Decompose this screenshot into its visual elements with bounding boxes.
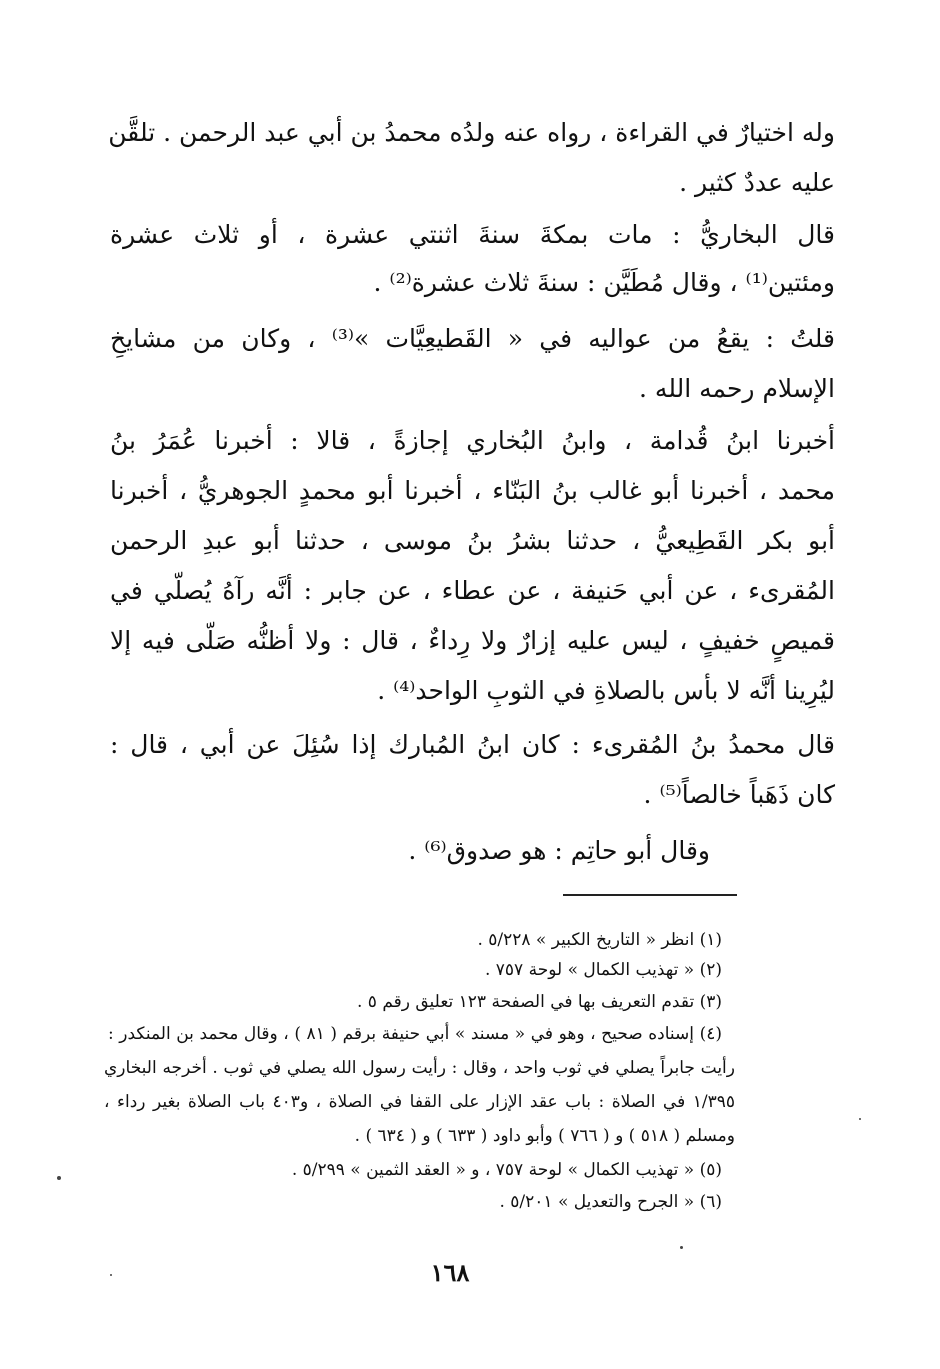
body-line: محمد ، أخبرنا أبو غالب بنُ البَنّاء ، أخبرنا أبو محمدٍ الجوهريُّ ، أخبرنا [110,476,835,505]
body-line: ليُرِينا أنَّه لا بأس بالصلاةِ في الثوبِ الواحد⁽⁴⁾ . [377,676,835,705]
footnote: (٢) « تهذيب الكمال » لوحة ٧٥٧ . [484,960,722,980]
footnote: (٦) « الجرح والتعديل » ٥/٢٠١ . [499,1192,722,1212]
body-line: قال البخاريُّ : مات بمكةَ سنةَ اثنتي عشرة ، أو ثلاث عشرة [110,220,835,249]
footnote-continuation: ١/٣٩٥ في الصلاة : باب عقد الإزار على القفا في الصلاة ، و٤٠٣ باب الصلاة بغير رداء ، [104,1092,735,1112]
scan-speck [859,1118,861,1120]
body-line: أبو بكر القَطِيعيُّ ، حدثنا بشرُ بنُ موسى ، حدثنا أبو عبدِ الرحمن [110,526,835,555]
body-line: كان ذَهَباً خالصاً⁽⁵⁾ . [643,780,835,809]
body-line: ومئتين⁽¹⁾ ، وقال مُطَيَّن : سنةَ ثلاث عشرة⁽²⁾ . [373,268,835,297]
scan-speck [110,1274,112,1276]
body-line: وقال أبو حاتِم : هو صدوق⁽⁶⁾ . [408,836,710,865]
body-line: المُقرىء ، عن أبي حَنيفة ، عن عطاء ، عن جابر : أنَّه رآهُ يُصلّي في [110,576,835,605]
footnote-separator [563,894,737,896]
scan-speck [680,1246,683,1249]
page-number: ١٦٨ [430,1258,470,1287]
footnote: (١) انظر « التاريخ الكبير » ٥/٢٢٨ . [477,930,722,950]
footnote: (٥) « تهذيب الكمال » لوحة ٧٥٧ ، و « العقد الثمين » ٥/٢٩٩ . [291,1160,722,1180]
footnote-continuation: ومسلم ( ٥١٨ ) و ( ٧٦٦ ) وأبو داود ( ٦٣٣ ) و ( ٦٣٤ ) . [354,1126,735,1146]
body-line: قلتُ : يقعُ من عواليه في « القَطيعِيَّات »⁽³⁾ ، وكان من مشايخِ [110,324,835,353]
footnote-continuation: رأيت جابراً يصلي في ثوب واحد ، وقال : رأيت رسول الله يصلي في ثوب . أخرجه البخاري [104,1058,735,1078]
scan-speck [57,1176,61,1180]
body-line: عليه عددٌ كثير . [679,168,835,197]
body-line: وله اختيارٌ في القراءة ، رواه عنه ولدُه محمدُ بن أبي عبد الرحمن . تلقَّن [108,118,835,147]
body-line: أخبرنا ابنُ قُدامة ، وابنُ البُخاري إجازةً ، قالا : أخبرنا عُمَرُ بنُ [110,426,835,455]
body-line: قميصٍ خفيفٍ ، ليس عليه إزارٌ ولا رِداءٌ ، قال : ولا أظنُّه صَلّى فيه إلا [110,626,835,655]
footnote: (٤) إسناده صحيح ، وهو في « مسند » أبي حنيفة برقم ( ٨١ ) ، وقال محمد بن المنكدر : [108,1024,722,1044]
footnote: (٣) تقدم التعريف بها في الصفحة ١٢٣ تعليق رقم ٥ . [356,992,722,1012]
body-line: الإسلام رحمه الله . [639,374,835,403]
body-line: قال محمدُ بنُ المُقرىء : كان ابنُ المُبارك إذا سُئِلَ عن أبي ، قال : [110,730,835,759]
